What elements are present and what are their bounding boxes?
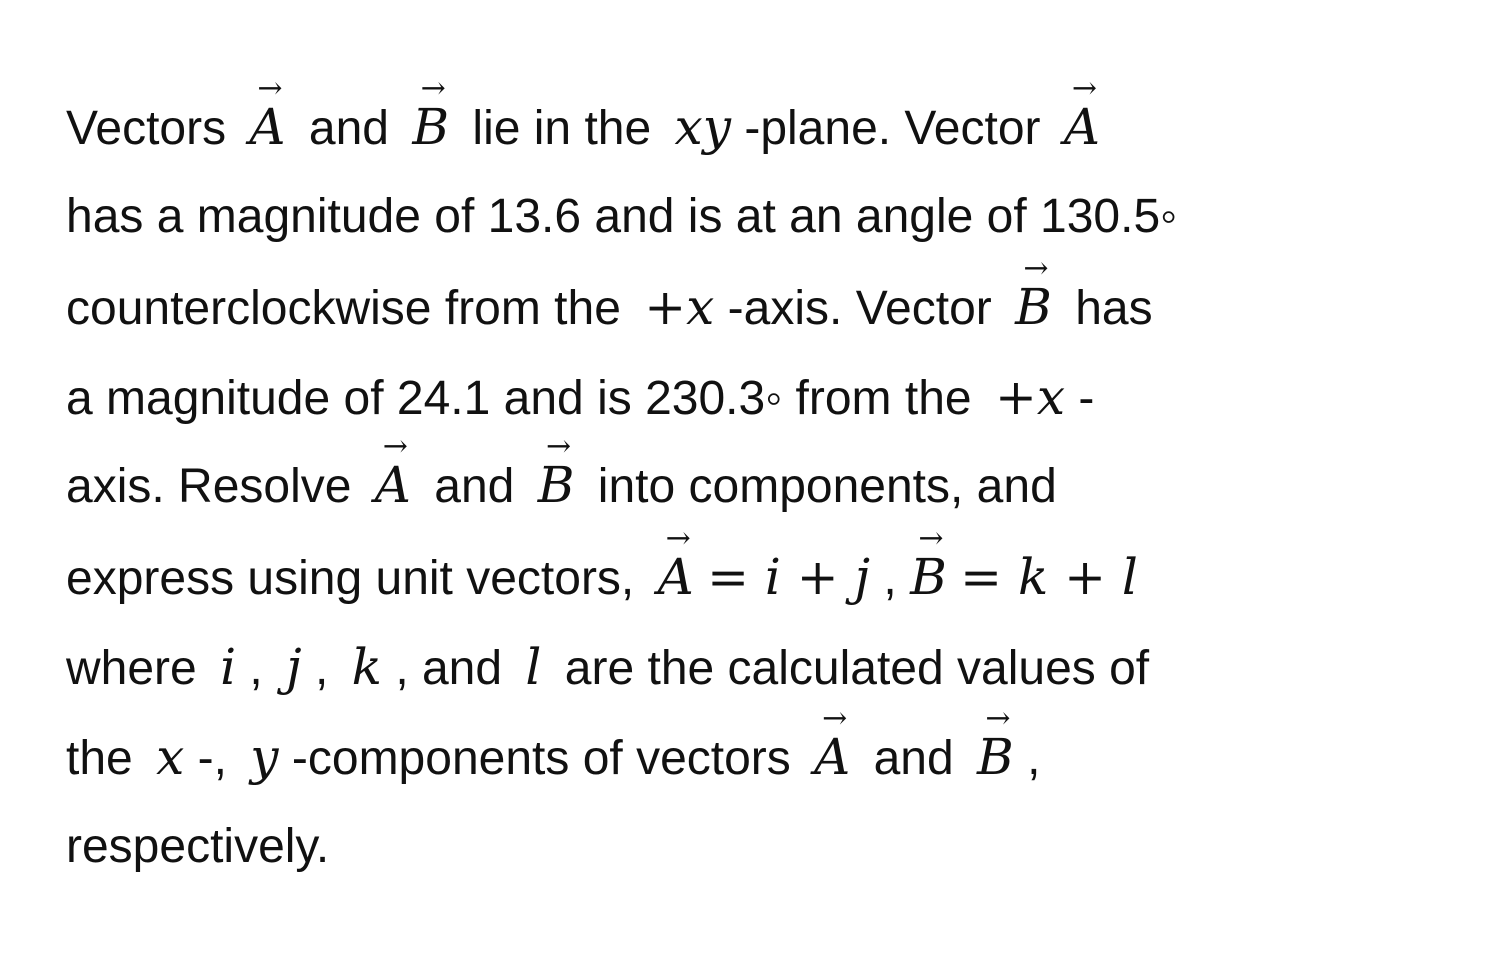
vector-a: → A [658, 552, 694, 602]
problem-line-4 [66, 352, 1446, 442]
text-segment: a magnitude of 24.1 and is 230.3◦ from the [66, 372, 972, 425]
math-j: j [286, 638, 302, 696]
text-segment: the [66, 732, 133, 785]
vector-b: → B [412, 102, 449, 152]
text-segment: -, [197, 732, 227, 785]
text-segment: where [66, 642, 197, 695]
math-plus-x: +x [644, 278, 715, 336]
text-segment: and [434, 460, 515, 513]
math-x: x [156, 728, 185, 786]
math-equation-b: = k + l [960, 548, 1138, 606]
text-segment: counterclockwise from the [66, 282, 621, 335]
text-segment: Vectors [66, 102, 227, 155]
math-plus-x: +x [994, 368, 1066, 426]
text-segment: lie in the [472, 102, 652, 155]
vector-a: → A [249, 102, 285, 152]
text-segment: -plane. Vector [744, 102, 1041, 155]
problem-line-7 [66, 622, 1446, 712]
problem-text [66, 82, 1446, 892]
text-segment: and [873, 732, 954, 785]
math-y: y [250, 728, 279, 786]
vector-b: → B [977, 732, 1014, 782]
vector-a: → A [375, 460, 411, 510]
text-segment: has a magnitude of 13.6 and is at an angle of 130.5◦ [66, 190, 1178, 243]
math-i: i [220, 638, 237, 696]
text-segment: and [308, 102, 389, 155]
vector-a: → A [1064, 102, 1100, 152]
text-segment: respectively. [66, 820, 330, 873]
math-xy: xy [674, 98, 731, 156]
text-segment: - [1078, 372, 1095, 425]
text-segment: , and [395, 642, 503, 695]
text-segment: , [314, 642, 329, 695]
math-k: k [351, 638, 382, 696]
text-segment: -axis. Vector [727, 282, 992, 335]
text-segment: , [883, 552, 897, 605]
problem-line-5 [66, 442, 1446, 532]
problem-line-1 [66, 82, 1446, 172]
math-equation-a: = i + j [707, 548, 871, 606]
text-segment: are the calculated values of [564, 642, 1150, 695]
text-segment: into components, and [597, 460, 1057, 513]
text-segment: , [1027, 732, 1041, 785]
problem-line-9 [66, 802, 1446, 892]
text-segment: express using unit vectors, [66, 552, 635, 605]
text-segment: , [249, 642, 263, 695]
text-segment: has [1075, 282, 1153, 335]
text-segment: -components of vectors [291, 732, 791, 785]
vector-b: → B [538, 460, 575, 510]
text-segment: axis. Resolve [66, 460, 352, 513]
vector-a: → A [814, 732, 850, 782]
math-l: l [525, 638, 542, 696]
vector-b: → B [910, 552, 947, 602]
vector-b: → B [1015, 282, 1052, 332]
problem-line-6 [66, 532, 1446, 622]
problem-line-3 [66, 262, 1446, 352]
problem-line-2 [66, 172, 1446, 262]
problem-line-8 [66, 712, 1446, 802]
